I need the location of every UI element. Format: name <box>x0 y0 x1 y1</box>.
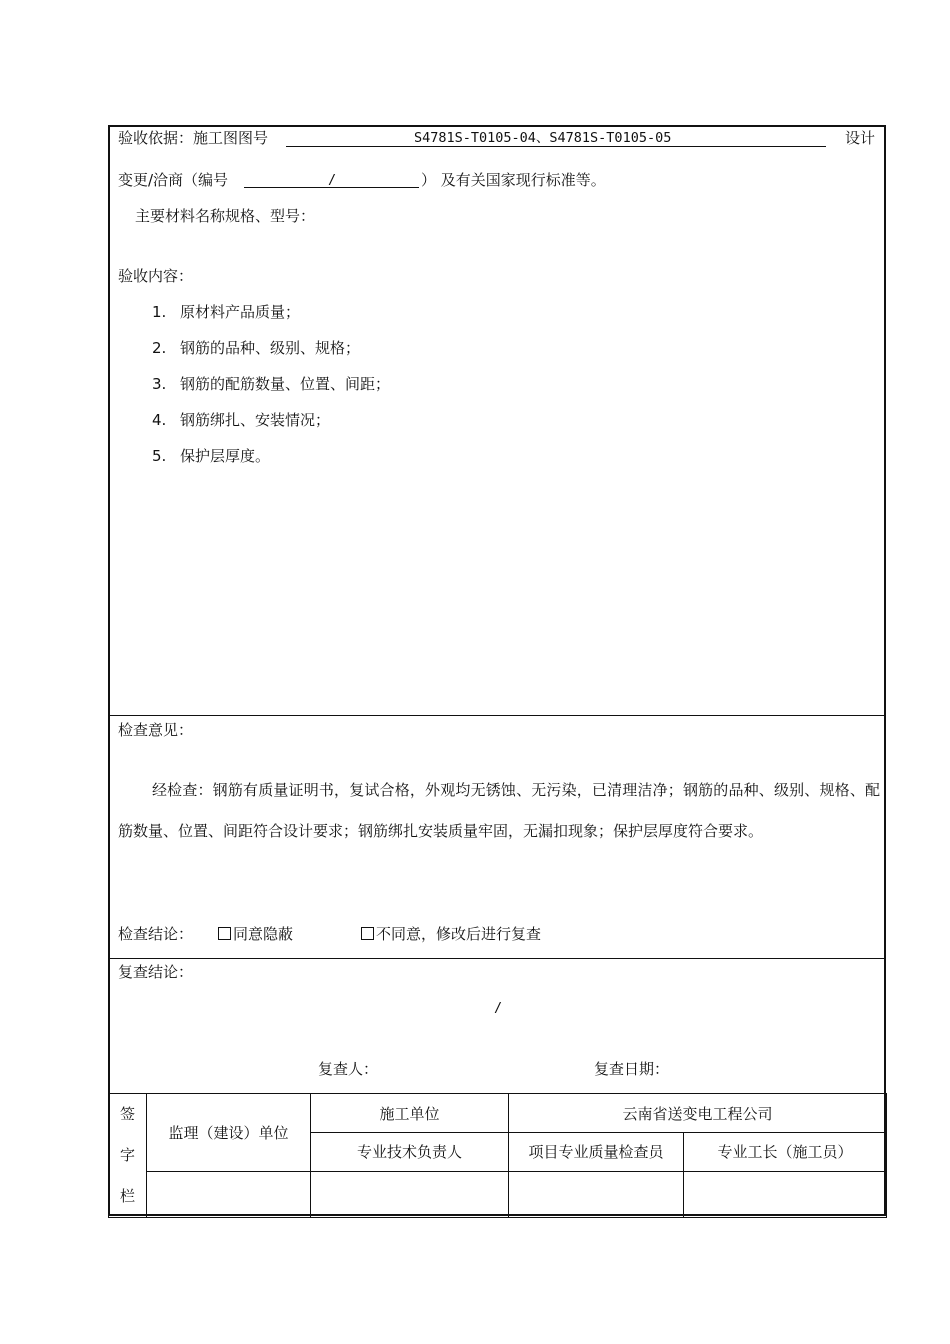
checkbox-agree[interactable] <box>218 927 231 940</box>
drawing-numbers: S4781S-T0105-04、S4781S-T0105-05 <box>414 130 672 146</box>
option-agree[interactable] <box>218 924 293 944</box>
inspection-title: 检查意见： <box>118 721 194 739</box>
content-item-number: 4. <box>152 411 167 429</box>
foreman-signature-cell[interactable] <box>684 1171 887 1217</box>
material-label: 主要材料名称规格、型号： <box>135 207 316 225</box>
design-label: 设计 <box>845 129 876 147</box>
inspection-opinion: 经检查：钢筋有质量证明书，复试合格，外观均无锈蚀、无污染，已清理洁净；钢筋的品种、级别、规格、配筋数量、位置、间距符合设计要求；钢筋绑扎安装质量牢固，无漏扣现象；保护层厚度符合要求。 <box>118 781 880 840</box>
change-suffix: ） 及有关国家现行标准等。 <box>421 171 606 189</box>
checkbox-disagree[interactable] <box>361 927 374 940</box>
quality-inspector-header: 项目专业质量检查员 <box>509 1133 684 1171</box>
side-char: 栏 <box>119 1187 135 1205</box>
recheck-value: / <box>494 1000 503 1016</box>
tech-lead-signature-cell[interactable] <box>311 1171 509 1217</box>
recheck-date-label: 复查日期： <box>594 1060 670 1078</box>
content-item-text: 钢筋的配筋数量、位置、间距； <box>180 375 391 393</box>
option-disagree-label: 不同意，修改后进行复查 <box>376 925 542 943</box>
recheck-title: 复查结论： <box>118 963 194 981</box>
conclusion-label: 检查结论： <box>118 925 194 943</box>
content-title: 验收内容： <box>118 267 194 285</box>
option-disagree[interactable] <box>361 924 541 944</box>
content-item-text: 钢筋的品种、级别、规格； <box>180 339 361 357</box>
quality-inspector-signature-cell[interactable] <box>509 1171 684 1217</box>
supervisor-signature-cell[interactable] <box>147 1171 311 1217</box>
basis-label: 验收依据：施工图图号 <box>118 129 269 147</box>
section-divider <box>108 715 886 716</box>
construction-unit-name: 云南省送变电工程公司 <box>509 1094 887 1133</box>
form-frame <box>108 125 886 1216</box>
change-number: / <box>328 172 337 188</box>
construction-unit-label: 施工单位 <box>311 1094 509 1133</box>
content-item-text: 原材料产品质量； <box>180 303 301 321</box>
content-item-text: 钢筋绑扎、安装情况； <box>180 411 331 429</box>
signature-side-label <box>109 1094 147 1218</box>
content-item-number: 2. <box>152 339 167 357</box>
section-divider <box>108 958 886 959</box>
content-item-number: 3. <box>152 375 167 393</box>
option-agree-label: 同意隐蔽 <box>233 925 294 943</box>
content-item-text: 保护层厚度。 <box>180 447 271 465</box>
recheck-person-label: 复查人： <box>318 1060 379 1078</box>
signature-table <box>108 1093 887 1218</box>
side-char: 签 <box>119 1105 135 1123</box>
side-char: 字 <box>119 1146 135 1164</box>
content-item-number: 5. <box>152 447 167 465</box>
tech-lead-header: 专业技术负责人 <box>311 1133 509 1171</box>
foreman-header: 专业工长（施工员） <box>684 1133 887 1171</box>
content-item-number: 1. <box>152 303 167 321</box>
supervisor-unit-cell: 监理（建设）单位 <box>147 1094 311 1172</box>
change-label: 变更/洽商（编号 <box>118 171 229 189</box>
